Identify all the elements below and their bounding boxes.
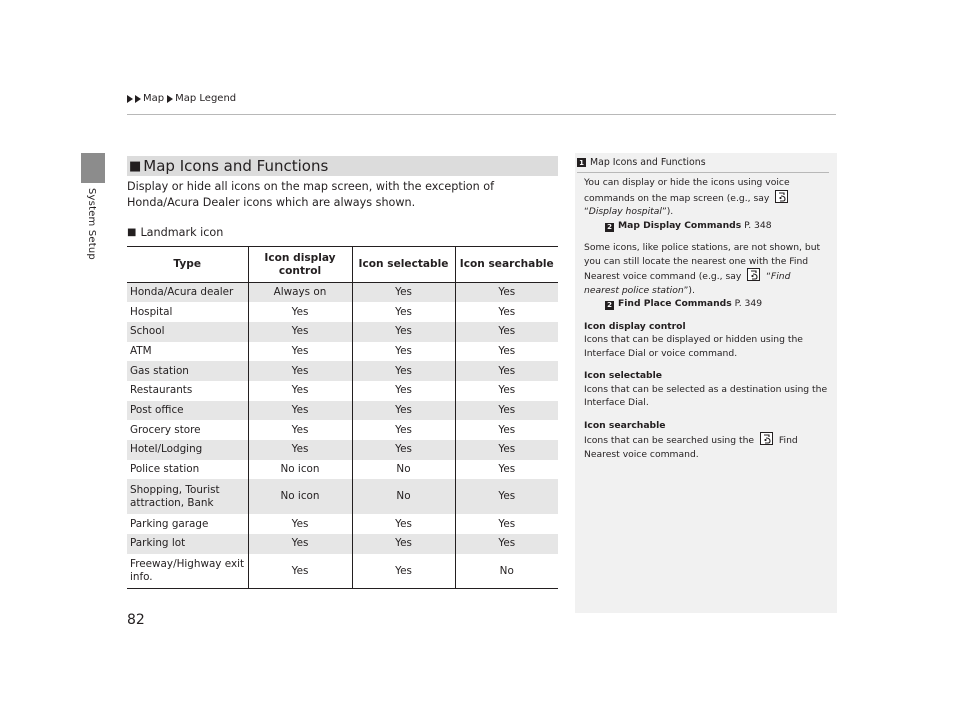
cell-type: School <box>127 322 248 342</box>
cell-searchable: Yes <box>455 420 558 440</box>
p1-open-quote: “ <box>584 206 589 217</box>
def-title-searchable: Icon searchable <box>584 419 666 431</box>
reference-marker-icon: 1 <box>577 158 586 167</box>
cross-reference-icon: 2 <box>605 223 614 232</box>
breadcrumb-item-map-legend[interactable]: Map Legend <box>175 93 237 104</box>
cell-type: Hospital <box>130 305 173 318</box>
sidebar-divider <box>577 172 829 173</box>
cell-searchable: Yes <box>455 534 558 554</box>
cell-display: Yes <box>248 420 352 440</box>
intro-paragraph: Display or hide all icons on the map screen, with the exception of Honda/Acura Dealer icons which are always shown. <box>127 180 495 209</box>
cell-selectable: Yes <box>352 302 455 322</box>
cell-searchable: Yes <box>455 283 558 303</box>
def-searchable-after: Find Nearest voice command. <box>584 435 798 460</box>
cell-selectable: Yes <box>352 534 455 554</box>
landmark-icon-table <box>127 246 558 589</box>
cell-selectable: No <box>352 479 455 514</box>
def-text-searchable <box>584 432 828 461</box>
table-row <box>127 534 558 554</box>
sidebar-paragraph-1 <box>584 176 828 219</box>
breadcrumb-arrow-icon <box>167 95 173 103</box>
cell-display: Yes <box>248 342 352 362</box>
def-text-selectable: Icons that can be selected as a destination using the Interface Dial. <box>584 383 828 408</box>
cell-type: Gas station <box>127 361 248 381</box>
cell-display: Yes <box>248 440 352 460</box>
breadcrumb-arrow-icon <box>135 95 141 103</box>
def-text-display: Icons that can be displayed or hidden using the Interface Dial or voice command. <box>584 334 803 359</box>
cell-searchable: Yes <box>455 342 558 362</box>
subsection-title: Landmark icon <box>140 226 224 239</box>
talk-button-icon <box>775 190 788 203</box>
cell-type: Hotel/Lodging <box>127 440 248 460</box>
header-searchable: Icon searchable <box>455 247 558 283</box>
table-row <box>127 420 558 440</box>
cell-display: Yes <box>248 554 352 589</box>
talk-button-icon <box>747 268 760 281</box>
cell-searchable: Yes <box>455 401 558 421</box>
sidebar-title-text: Map Icons and Functions <box>590 157 706 168</box>
cell-type: Parking garage <box>130 517 209 530</box>
talk-button-icon <box>760 432 773 445</box>
cell-type: Shopping, Tourist attraction, Bank <box>127 479 248 514</box>
cell-type: Police station <box>130 463 200 476</box>
table-row <box>127 401 558 421</box>
cell-searchable: Yes <box>455 381 558 401</box>
cell-selectable: Yes <box>352 440 455 460</box>
section-marker: ■ <box>129 158 142 174</box>
sidebar-body <box>584 176 828 461</box>
cell-selectable: Yes <box>352 381 455 401</box>
cell-display: Yes <box>248 534 352 554</box>
def-searchable-before: Icons that can be searched using the <box>584 435 755 446</box>
breadcrumb-arrow-icon <box>127 95 133 103</box>
subsection-heading <box>127 226 223 239</box>
cell-type: ATM <box>130 344 152 357</box>
cell-selectable: Yes <box>352 401 455 421</box>
p2-open-quote: “ <box>766 271 771 282</box>
table-row <box>127 514 558 534</box>
cell-searchable: No <box>455 554 558 589</box>
cross-reference-icon: 2 <box>605 301 614 310</box>
cell-type: Freeway/Highway exit info. <box>127 554 248 589</box>
header-display-control: Icon display control <box>248 247 352 283</box>
table-header-row <box>127 247 558 283</box>
ref-page: P. 349 <box>734 298 763 309</box>
cell-display: Yes <box>248 514 352 534</box>
p1-voice-command: Display hospital <box>588 206 662 217</box>
table-row <box>127 440 558 460</box>
cell-display: Yes <box>248 302 352 322</box>
table-row <box>127 381 558 401</box>
cell-searchable: Yes <box>455 361 558 381</box>
table-row <box>127 322 558 342</box>
table-row <box>127 361 558 381</box>
cell-searchable: Yes <box>455 479 558 514</box>
cell-selectable: Yes <box>352 420 455 440</box>
breadcrumb <box>127 93 239 104</box>
cell-display: Yes <box>248 381 352 401</box>
page-number: 82 <box>127 612 145 628</box>
subsection-marker: ■ <box>127 227 137 238</box>
cell-type: Parking lot <box>127 534 248 554</box>
header-selectable: Icon selectable <box>352 247 455 283</box>
cell-display: Yes <box>248 361 352 381</box>
section-title: Map Icons and Functions <box>143 157 329 175</box>
table-row <box>127 283 558 303</box>
table-row <box>127 460 558 480</box>
header-type: Type <box>127 247 248 283</box>
cell-type: Grocery store <box>130 423 201 436</box>
table-row <box>127 554 558 589</box>
table-row <box>127 479 558 514</box>
cell-display: Yes <box>248 401 352 421</box>
ref-title[interactable]: Find Place Commands <box>618 298 732 309</box>
p2-voice-command: Find nearest police station <box>584 271 791 296</box>
cell-searchable: Yes <box>455 302 558 322</box>
breadcrumb-item-map[interactable]: Map <box>143 93 165 104</box>
side-tab-block <box>81 153 105 183</box>
p1-text: You can display or hide the icons using voice commands on the map screen (e.g., say <box>584 177 790 204</box>
cell-display: No icon <box>248 479 352 514</box>
cell-selectable: No <box>352 460 455 480</box>
table-row <box>127 302 558 322</box>
cell-selectable: Yes <box>352 554 455 589</box>
sidebar-paragraph-2 <box>584 241 828 297</box>
cell-selectable: Yes <box>352 514 455 534</box>
header-divider <box>127 114 836 115</box>
cross-reference-map-display[interactable] <box>584 219 828 233</box>
cross-reference-find-place[interactable] <box>584 297 828 311</box>
cell-selectable: Yes <box>352 322 455 342</box>
side-tab-label: System Setup <box>86 188 97 260</box>
p1-close-quote: ”). <box>661 206 674 217</box>
ref-title[interactable]: Map Display Commands <box>618 219 742 231</box>
cell-searchable: Yes <box>455 322 558 342</box>
p2-close-quote: ”). <box>683 284 695 296</box>
cell-type: Honda/Acura dealer <box>127 283 248 303</box>
section-header <box>127 156 558 176</box>
cell-searchable: Yes <box>455 514 558 534</box>
table-row <box>127 342 558 362</box>
cell-selectable: Yes <box>352 283 455 303</box>
cell-display: Yes <box>248 322 352 342</box>
cell-searchable: Yes <box>455 460 558 480</box>
sidebar-title <box>577 157 837 168</box>
sidebar-note <box>575 153 837 613</box>
p2-text: Some icons, like police stations, are not shown, but you can still locate the nearest one with the Find Nearest voice command (e.g., say <box>584 242 821 282</box>
cell-selectable: Yes <box>352 361 455 381</box>
cell-display: Always on <box>248 283 352 303</box>
ref-page: P. 348 <box>744 219 772 231</box>
cell-display: No icon <box>248 460 352 480</box>
def-title-selectable: Icon selectable <box>584 370 662 381</box>
cell-selectable: Yes <box>352 342 455 362</box>
def-title-display: Icon display control <box>584 320 686 332</box>
cell-searchable: Yes <box>455 440 558 460</box>
cell-type: Restaurants <box>130 384 193 397</box>
cell-type: Post office <box>127 401 248 421</box>
